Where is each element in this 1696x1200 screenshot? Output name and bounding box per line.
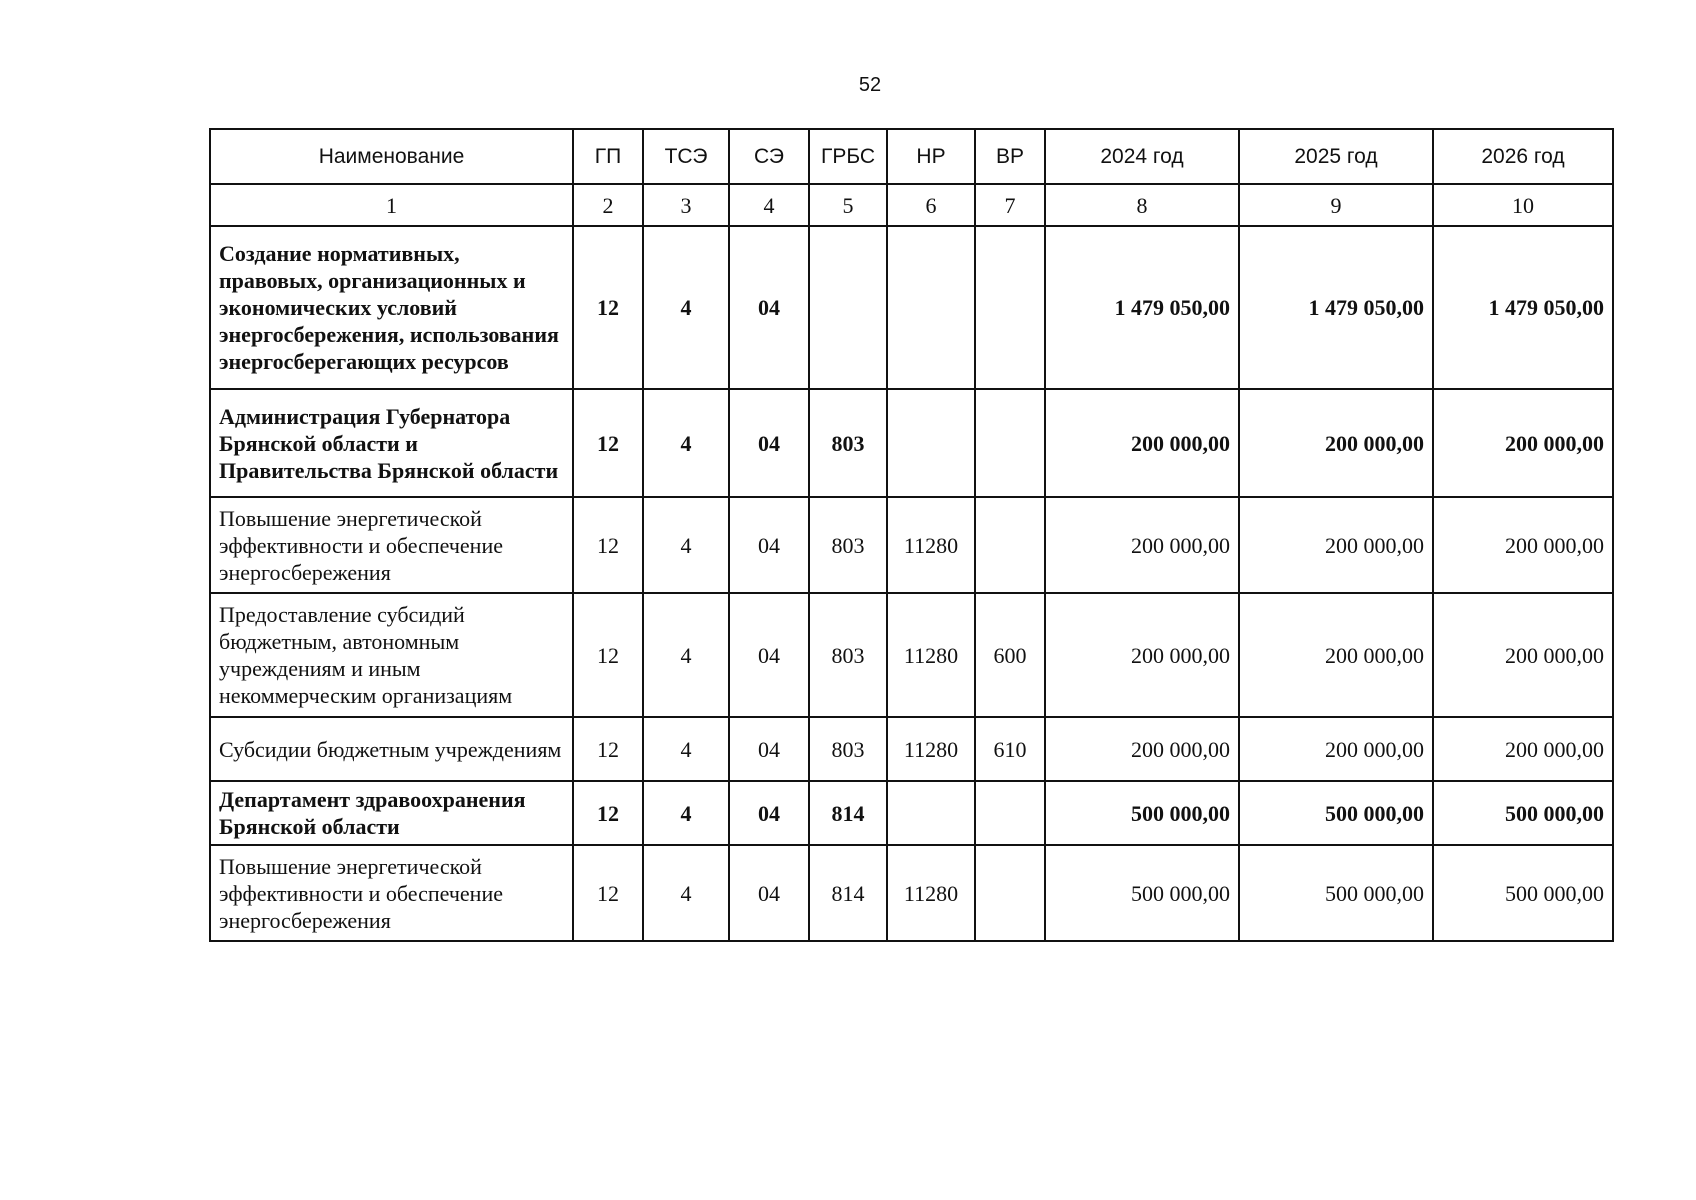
row-amount-2026: 500 000,00	[1433, 845, 1613, 941]
row-amount-2026: 1 479 050,00	[1433, 226, 1613, 389]
column-number: 2	[573, 184, 643, 226]
column-number: 7	[975, 184, 1045, 226]
row-tse: 4	[643, 717, 729, 781]
table-row	[210, 226, 1613, 389]
row-vr	[975, 497, 1045, 593]
column-number: 6	[887, 184, 975, 226]
row-amount-2025: 1 479 050,00	[1239, 226, 1433, 389]
row-gp: 12	[573, 845, 643, 941]
row-amount-2025: 500 000,00	[1239, 781, 1433, 845]
column-number: 10	[1433, 184, 1613, 226]
column-number: 4	[729, 184, 809, 226]
row-tse: 4	[643, 593, 729, 717]
row-tse: 4	[643, 226, 729, 389]
row-name: Создание нормативных, правовых, организационных и экономических условий энергосбережения, использования энергосберегающих ресурсов	[210, 226, 573, 389]
row-amount-2024: 500 000,00	[1045, 845, 1239, 941]
header-vr: ВР	[975, 129, 1045, 184]
row-amount-2025: 500 000,00	[1239, 845, 1433, 941]
row-amount-2026: 200 000,00	[1433, 593, 1613, 717]
row-amount-2026: 200 000,00	[1433, 717, 1613, 781]
header-2026: 2026 год	[1433, 129, 1613, 184]
row-vr: 610	[975, 717, 1045, 781]
row-amount-2024: 200 000,00	[1045, 389, 1239, 497]
row-vr	[975, 226, 1045, 389]
row-nr	[887, 781, 975, 845]
row-grbs: 803	[809, 497, 887, 593]
table-row	[210, 593, 1613, 717]
column-number: 8	[1045, 184, 1239, 226]
row-amount-2026: 200 000,00	[1433, 389, 1613, 497]
row-se: 04	[729, 717, 809, 781]
row-gp: 12	[573, 593, 643, 717]
row-nr: 11280	[887, 845, 975, 941]
column-number: 9	[1239, 184, 1433, 226]
header-nr: НР	[887, 129, 975, 184]
row-grbs: 814	[809, 781, 887, 845]
header-2025: 2025 год	[1239, 129, 1433, 184]
row-nr	[887, 389, 975, 497]
header-2024: 2024 год	[1045, 129, 1239, 184]
row-name: Департамент здравоохранения Брянской области	[210, 781, 573, 845]
column-number-row	[210, 184, 1613, 226]
row-vr: 600	[975, 593, 1045, 717]
column-number: 3	[643, 184, 729, 226]
row-name: Предоставление субсидий бюджетным, автономным учреждениям и иным некоммерческим организациям	[210, 593, 573, 717]
row-tse: 4	[643, 389, 729, 497]
header-gp: ГП	[573, 129, 643, 184]
row-amount-2025: 200 000,00	[1239, 593, 1433, 717]
row-amount-2024: 200 000,00	[1045, 497, 1239, 593]
table-row	[210, 781, 1613, 845]
row-se: 04	[729, 497, 809, 593]
row-se: 04	[729, 593, 809, 717]
budget-table	[209, 128, 1614, 942]
row-amount-2024: 200 000,00	[1045, 593, 1239, 717]
header-se: СЭ	[729, 129, 809, 184]
row-nr: 11280	[887, 717, 975, 781]
row-gp: 12	[573, 717, 643, 781]
row-grbs: 803	[809, 593, 887, 717]
row-amount-2025: 200 000,00	[1239, 389, 1433, 497]
row-amount-2024: 200 000,00	[1045, 717, 1239, 781]
row-se: 04	[729, 845, 809, 941]
row-vr	[975, 781, 1045, 845]
row-tse: 4	[643, 845, 729, 941]
row-amount-2025: 200 000,00	[1239, 717, 1433, 781]
row-amount-2025: 200 000,00	[1239, 497, 1433, 593]
table-row	[210, 717, 1613, 781]
row-name: Субсидии бюджетным учреждениям	[210, 717, 573, 781]
table-row	[210, 845, 1613, 941]
row-gp: 12	[573, 781, 643, 845]
row-se: 04	[729, 389, 809, 497]
row-amount-2026: 500 000,00	[1433, 781, 1613, 845]
row-name: Повышение энергетической эффективности и обеспечение энергосбережения	[210, 497, 573, 593]
page-number: 52	[858, 74, 882, 96]
row-gp: 12	[573, 497, 643, 593]
column-number: 5	[809, 184, 887, 226]
row-amount-2026: 200 000,00	[1433, 497, 1613, 593]
row-grbs: 803	[809, 717, 887, 781]
row-nr: 11280	[887, 593, 975, 717]
row-gp: 12	[573, 389, 643, 497]
row-gp: 12	[573, 226, 643, 389]
row-se: 04	[729, 781, 809, 845]
row-nr	[887, 226, 975, 389]
row-vr	[975, 845, 1045, 941]
row-name: Повышение энергетической эффективности и обеспечение энергосбережения	[210, 845, 573, 941]
row-se: 04	[729, 226, 809, 389]
row-grbs: 814	[809, 845, 887, 941]
row-nr: 11280	[887, 497, 975, 593]
header-tse: ТСЭ	[643, 129, 729, 184]
row-tse: 4	[643, 497, 729, 593]
row-grbs	[809, 226, 887, 389]
row-name: Администрация Губернатора Брянской области и Правительства Брянской области	[210, 389, 573, 497]
table-header-row	[210, 129, 1613, 184]
table-row	[210, 389, 1613, 497]
header-name: Наименование	[210, 129, 573, 184]
row-amount-2024: 500 000,00	[1045, 781, 1239, 845]
table-row	[210, 497, 1613, 593]
row-amount-2024: 1 479 050,00	[1045, 226, 1239, 389]
row-tse: 4	[643, 781, 729, 845]
column-number: 1	[210, 184, 573, 226]
row-vr	[975, 389, 1045, 497]
header-grbs: ГРБС	[809, 129, 887, 184]
row-grbs: 803	[809, 389, 887, 497]
